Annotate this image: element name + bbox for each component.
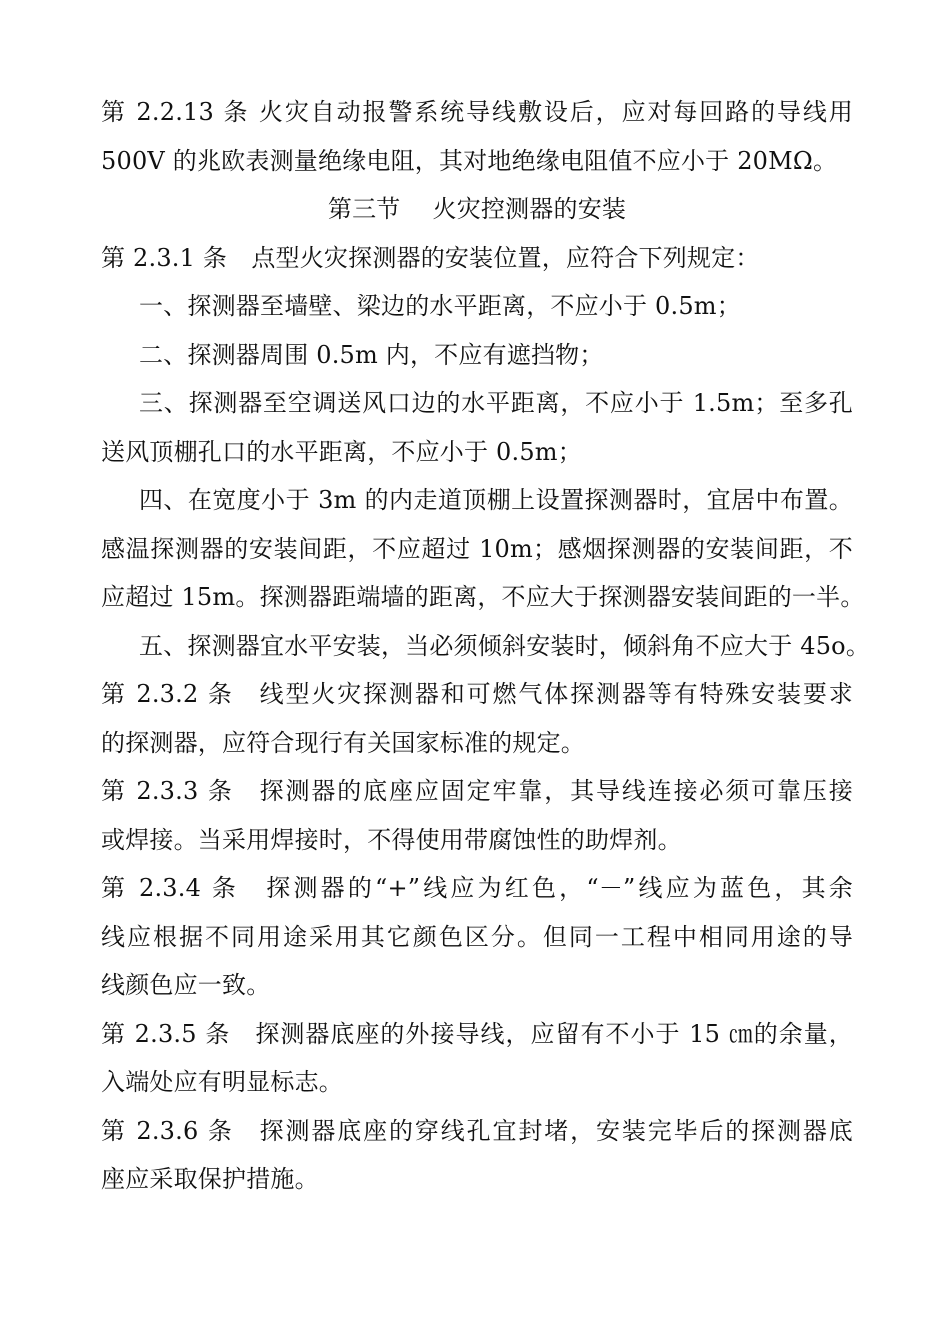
clause-2-3-4-line-1: 第 2.3.4 条 探测器的“+”线应为红色，“－”线应为蓝色，其余 [101, 874, 853, 902]
clause-2-3-6-line-2: 座应采取保护措施。 [101, 1165, 319, 1193]
clause-2-3-3-line-1: 第 2.3.3 条 探测器的底座应固定牢靠，其导线连接必须可靠压接 [101, 777, 853, 805]
clause-2-3-4-line-2: 线应根据不同用途采用其它颜色区分。但同一工程中相同用途的导 [101, 922, 853, 951]
clause-2-2-13-line-1: 第 2.2.13 条 火灾自动报警系统导线敷设后，应对每回路的导线用 [101, 98, 853, 126]
clause-2-3-1-item-5: 五、探测器宜水平安装，当必须倾斜安装时，倾斜角不应大于 45o。 [139, 631, 871, 660]
clause-2-3-4-line-3: 线颜色应一致。 [101, 971, 271, 999]
clause-2-3-2-line-1: 第 2.3.2 条 线型火灾探测器和可燃气体探测器等有特殊安装要求 [101, 680, 853, 708]
clause-2-3-1-item-4-line-1: 四、在宽度小于 3m 的内走道顶棚上设置探测器时，宜居中布置。 [139, 486, 853, 514]
clause-2-3-1-item-3-line-1: 三、探测器至空调送风口边的水平距离，不应小于 1.5m；至多孔 [139, 389, 853, 417]
document-page [101, 88, 871, 1204]
clause-2-2-13-line-2: 500V 的兆欧表测量绝缘电阻，其对地绝缘电阻值不应小于 20MΩ。 [101, 146, 838, 175]
clause-2-3-1-item-4-line-2: 感温探测器的安装间距，不应超过 10m；感烟探测器的安装间距，不 [101, 534, 853, 563]
clause-2-3-2-line-2: 的探测器，应符合现行有关国家标准的规定。 [101, 728, 585, 757]
clause-2-3-5-line-2: 入端处应有明显标志。 [101, 1068, 343, 1096]
clause-2-3-3-line-2: 或焊接。当采用焊接时，不得使用带腐蚀性的助焊剂。 [101, 825, 682, 854]
clause-2-3-1-item-1: 一、探测器至墙壁、梁边的水平距离，不应小于 0.5m； [139, 292, 741, 320]
section-heading: 第三节 火灾控测器的安装 [327, 195, 627, 223]
clause-2-3-1-heading: 第 2.3.1 条 点型火灾探测器的安装位置，应符合下列规定： [101, 243, 760, 272]
clause-2-3-5-line-1: 第 2.3.5 条 探测器底座的外接导线，应留有不小于 15 ㎝的余量， [101, 1019, 853, 1048]
clause-2-3-6-line-1: 第 2.3.6 条 探测器底座的穿线孔宜封堵，安装完毕后的探测器底 [101, 1116, 853, 1145]
clause-2-3-1-item-2: 二、探测器周围 0.5m 内，不应有遮挡物； [139, 340, 604, 369]
clause-2-3-1-item-4-line-3: 应超过 15m。探测器距端墙的距离，不应大于探测器安装间距的一半。 [101, 583, 865, 611]
clause-2-3-1-item-3-line-2: 送风顶棚孔口的水平距离，不应小于 0.5m； [101, 437, 582, 466]
